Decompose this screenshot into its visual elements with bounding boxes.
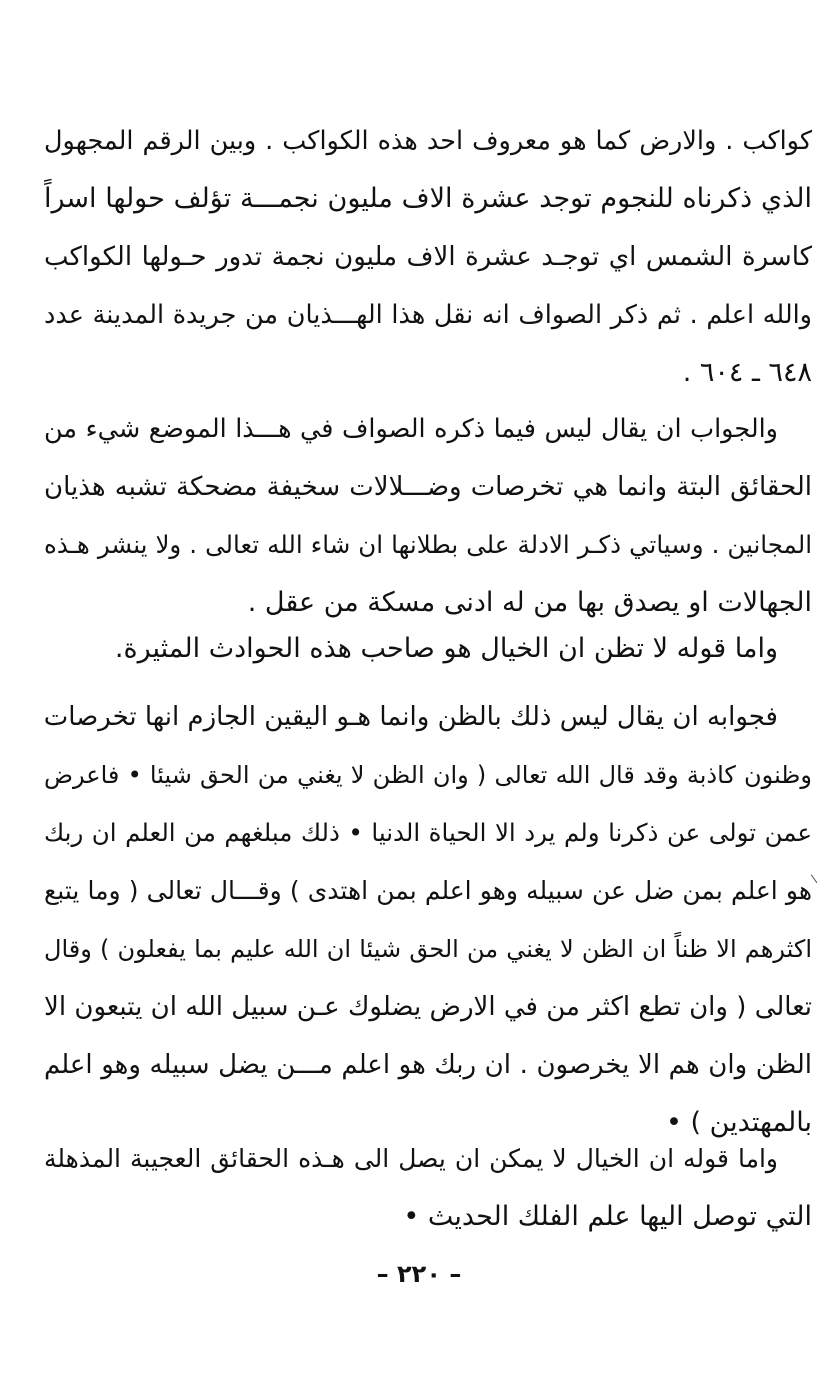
text-line: تعالى ( وان تطع اكثر من في الارض يضلوك عـن سبيل الله ان يتبعون الا xyxy=(44,992,812,1022)
text-line: المجانين . وسياتي ذكـر الادلة على بطلانها ان شاء الله تعالى . ولا ينشر هـذه xyxy=(44,530,812,559)
text-line: واما قوله لا تظن ان الخيال هو صاحب هذه الحوادث المثيرة. xyxy=(114,633,778,664)
text-line: فجوابه ان يقال ليس ذلك بالظن وانما هـو اليقين الجازم انها تخرصات xyxy=(44,702,778,732)
page-number: – ٢٢٠ – xyxy=(376,1260,462,1288)
paragraph-5 xyxy=(44,1130,812,1246)
text-line: وظنون كاذبة وقد قال الله تعالى ( وان الظن لا يغني من الحق شيئا • فاعرض xyxy=(44,761,812,789)
paragraph-2 xyxy=(44,400,812,632)
text-line: عمن تولى عن ذكرنا ولم يرد الا الحياة الدنيا • ذلك مبلغهم من العلم ان ربك xyxy=(44,818,812,847)
text-line: الظن وان هم الا يخرصون . ان ربك هو اعلم مـــن يضل سبيله وهو اعلم xyxy=(44,1050,812,1080)
text-line: واما قوله ان الخيال لا يمكن ان يصل الى هـذه الحقائق العجيبة المذهلة xyxy=(44,1144,778,1173)
text-line: كاسرة الشمس اي توجـد عشرة الاف مليون نجمة تدور حـولها الكواكب xyxy=(44,242,812,272)
text-line: الذي ذكرناه للنجوم توجد عشرة الاف مليون نجمـــة تؤلف حولها اسراً xyxy=(44,183,812,214)
text-line: كواكب . والارض كما هو معروف احد هذه الكواكب . وبين الرقم المجهول xyxy=(44,126,812,156)
text-line: والله اعلم . ثم ذكر الصواف انه نقل هذا الهـــذيان من جريدة المدينة عدد xyxy=(44,300,812,330)
text-line: والجواب ان يقال ليس فيما ذكره الصواف في هـــذا الموضع شيء من xyxy=(44,414,778,444)
paragraph-1 xyxy=(44,112,812,402)
text-line: هو اعلم بمن ضل عن سبيله وهو اعلم بمن اهتدى ) وقـــال تعالى ( وما يتبع xyxy=(44,876,812,905)
margin-mark xyxy=(811,871,822,883)
paragraph-3 xyxy=(44,620,812,678)
text-line: ٦٤٨ ـ ٦٠٤ . xyxy=(682,357,812,388)
text-line: بالمهتدين ) • xyxy=(665,1107,812,1138)
paragraph-4 xyxy=(44,688,812,1152)
text-line: التي توصل اليها علم الفلك الحديث • xyxy=(403,1201,812,1232)
text-line: الجهالات او يصدق بها من له ادنى مسكة من عقل . xyxy=(247,587,812,618)
text-line: اكثرهم الا ظناً ان الظن لا يغني من الحق شيئا ان الله عليم بما يفعلون ) وقال xyxy=(44,935,812,963)
text-line: الحقائق البتة وانما هي تخرصات وضـــلالات سخيفة مضحكة تشبه هذيان xyxy=(44,472,812,502)
